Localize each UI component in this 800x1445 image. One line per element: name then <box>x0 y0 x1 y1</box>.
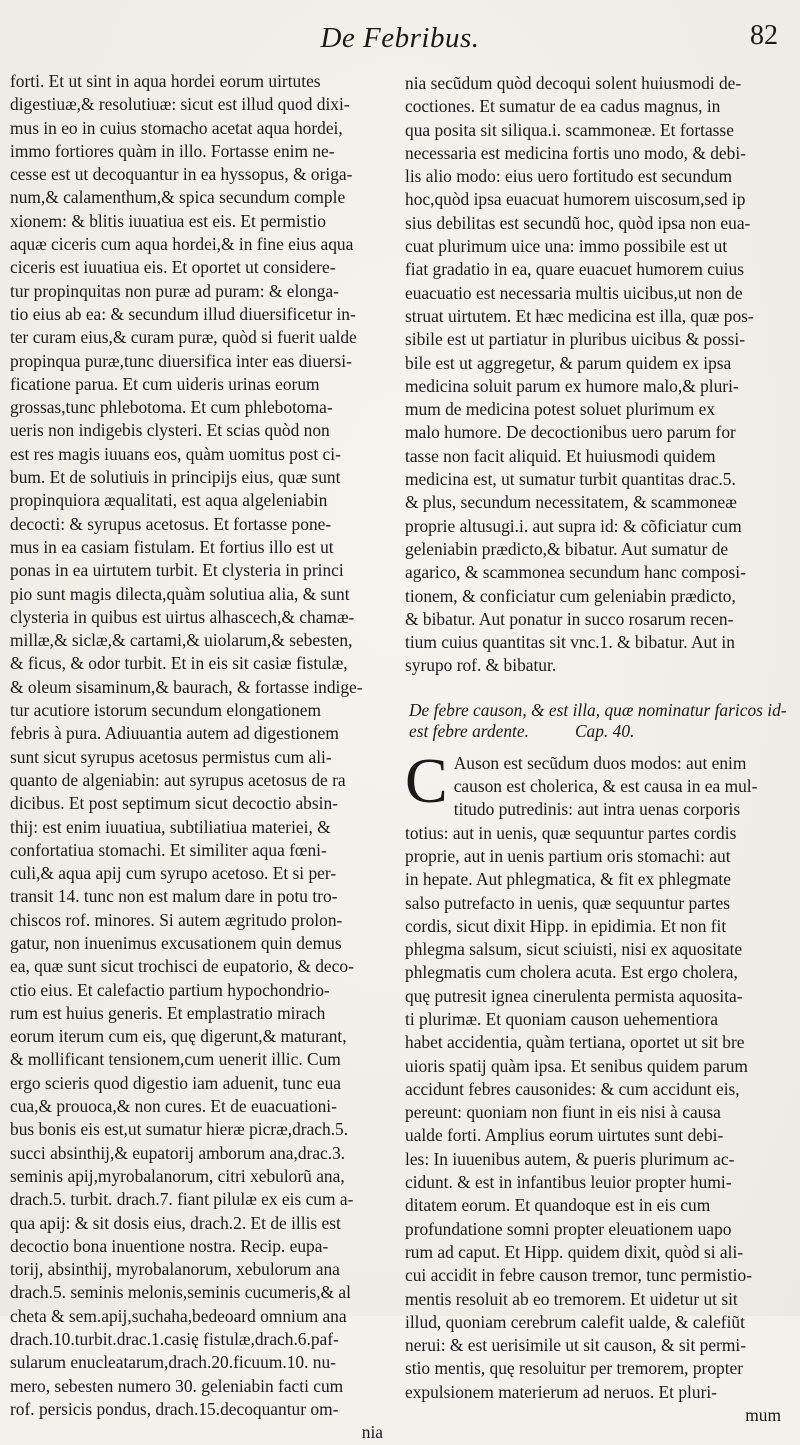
text-line: confortatiua stomachi. Et similiter aqua fœni- <box>10 839 327 860</box>
text-line: habet accidentia, quàm tertiana, oportet ut sit bre <box>405 1032 745 1053</box>
text-line: hoc,quòd ipsa euacuat humorem uiscosum,sed ip <box>405 189 746 210</box>
text-line: mum de medicina potest soluet plurimum ex <box>405 399 716 420</box>
text-line: tio eius ab ea: & secundum illud diuersificetur in- <box>10 303 356 324</box>
text-line: tur acutiore istorum secundum elongationem <box>10 700 322 721</box>
text-line: propinquiora æqualitati, est aqua algeleniabin <box>10 490 328 511</box>
text-line: pereunt: quoniam non fiunt in eis nisi à causa <box>405 1102 721 1123</box>
text-line: num,& calamenthum,& spica secundum comple <box>10 187 346 208</box>
text-line: medicina soluit parum ex humore malo,& pluri- <box>405 375 739 396</box>
text-line: gatur, non inuenimus excusationem quin demus <box>10 932 342 953</box>
text-line: tionem, & conficiatur cum geleniabin prædicto, <box>405 585 736 606</box>
text-line: coctiones. Et sumatur de ea cadus magnus, in <box>405 96 721 117</box>
text-line: millæ,& siclæ,& cartami,& uiolarum,& sebesten, <box>10 630 353 651</box>
text-line: ti plurimæ. Et quoniam causon uehementiora <box>405 1008 718 1029</box>
text-line: drach.5. seminis melonis,seminis cucumeris,& al <box>10 1282 351 1303</box>
text-line: propinqua puræ,tunc diuersifica inter eas diuersi- <box>10 350 352 371</box>
text-line: illud, quoniam cerebrum calefit ualde, & calefiũt <box>405 1311 745 1332</box>
text-line: phlegma salsum, sicut sciuisti, nisi ex aquositate <box>405 939 743 960</box>
text-line: ergo scieris quod digestio iam aduenit, tunc eua <box>10 1072 341 1093</box>
text-line: rof. persicis pondus, drach.15.decoquantur om- <box>10 1398 339 1419</box>
text-line: totius: aut in uenis, quæ sequuntur partes cordis <box>405 822 737 843</box>
text-line: lis alio modo: eius uero fortitudo est secundum <box>405 166 732 187</box>
text-line: bile est ut aggregetur, & parum quidem ex ipsa <box>405 352 732 373</box>
text-line: tium cuius quantitas sit vnc.1. & bibatur. Aut in <box>405 632 735 653</box>
text-line: clysteria in quibus est uirtus alhascech,& chamæ- <box>10 606 355 627</box>
text-line: xionem: & blitis iuuatiua est eis. Et permistio <box>10 210 326 231</box>
text-line: medicina est, ut sumatur turbit quantitas drac.5. <box>405 469 736 490</box>
text-line: sius debilitas est secundũ hoc, quòd ipsa non eua- <box>405 212 751 233</box>
text-line: rum est huius generis. Et emplastratio mirach <box>10 1002 326 1023</box>
text-line: euacuatio est necessaria multis uicibus,ut non de <box>405 282 743 303</box>
text-line: uioris spatij quàm ipsa. Et senibus quidem parum <box>405 1055 748 1076</box>
text-line: ciceris est iuuatiua eis. Et oportet ut considere- <box>10 257 336 278</box>
text-line: & bibatur. Aut ponatur in succo rosarum recen- <box>405 608 734 629</box>
right-column <box>405 72 787 1426</box>
text-line: struat uirtutem. Et hæc medicina est illa, quæ pos- <box>405 305 754 326</box>
text-line: est res magis iuuans eos, quàm uomitus post ci- <box>10 443 341 464</box>
chapter-heading-line: De febre causon, & est illa, quæ nominatur faricos id- <box>409 699 787 720</box>
text-line: pio sunt magis dilecta,quàm solutiua alia, & sunt <box>10 583 350 604</box>
text-line: seminis apij,myrobalanorum, citri xebulorũ ana, <box>10 1165 345 1186</box>
chapter-heading-line <box>409 721 781 742</box>
text-line: grossas,tunc phlebotoma. Et cum phlebotoma- <box>10 397 333 418</box>
text-line: torij, absinthij, myrobalanorum, xebulorum ana <box>10 1259 340 1280</box>
text-line: tur propinquitas non puræ ad puram: & elonga- <box>10 280 339 301</box>
text-line: ter curam eius,& curam puræ, quòd si fuerit ualde <box>10 327 357 348</box>
text-line: ueris non indigebis clysteri. Et scias quòd non <box>10 420 330 441</box>
text-line: forti. Et ut sint in aqua hordei eorum uirtutes <box>10 71 321 91</box>
text-line: agarico, & scammonea secundum hanc composi- <box>405 562 746 583</box>
text-line: transit 14. tunc non est malum dare in potu tro- <box>10 886 338 907</box>
left-column <box>10 70 383 1443</box>
page-number: 82 <box>750 20 778 51</box>
catchword: nia <box>361 1422 383 1443</box>
text-line: febris à pura. Adiuuantia autem ad digestionem <box>10 723 339 744</box>
text-line: sularum enucleatarum,drach.20.ficuum.10. nu- <box>10 1352 336 1373</box>
text-line: chiscos rof. minores. Si autem ægritudo prolon- <box>10 909 343 930</box>
text-line: titudo putredinis: aut intra uenas corporis <box>453 799 741 820</box>
text-line: les: In iuuenibus autem, & pueris plurimum ac- <box>405 1148 735 1169</box>
text-line: quanto de algeniabin: aut syrupus acetosus de ra <box>10 769 346 790</box>
text-line: causon est cholerica, & est causa in ea mul- <box>453 776 758 797</box>
text-line: nia secũdum quòd decoqui solent huiusmodi de- <box>405 73 742 93</box>
text-line: ficatione parua. Et cum uideris urinas eorum <box>10 373 320 394</box>
text-line: syrupo rof. & bibatur. <box>405 655 557 676</box>
text-line: succi absinthij,& eupatorij amborum ana,drac.3. <box>10 1142 346 1163</box>
text-line: & plus, secundum necessitatem, & scammoneæ <box>405 492 737 513</box>
text-line: aquæ ciceris cum aqua hordei,& in fine eius aqua <box>10 234 354 255</box>
text-line: drach.5. turbit. drach.7. fiant pilulæ ex eis cum a- <box>10 1189 354 1210</box>
text-line: ponas in ea uirtutem turbit. Et clysteria in princi <box>10 560 344 581</box>
text-line: cuat plurimum uice una: immo possibile est ut <box>405 236 728 257</box>
text-line: Auson est secũdum duos modos: aut enim <box>453 752 747 773</box>
text-line: ea, quæ sunt sicut trochisci de eupatorio, & deco- <box>10 956 354 977</box>
text-line: bum. Et de solutiuis in principijs eius, quæ sunt <box>10 467 341 488</box>
text-line: bus bonis eis est,ut sumatur hieræ picræ,drach.5. <box>10 1119 349 1140</box>
text-line: expulsionem materierum ad neruos. Et pluri- <box>405 1381 717 1402</box>
text-line: thij: est enim iuuatiua, subtiliatiua materiei, & <box>10 816 331 837</box>
text-line: ditatem eorum. Et quandoque est in eis cum <box>405 1195 711 1216</box>
text-line: ctio eius. Et calefactio partium hypochondrio- <box>10 979 330 1000</box>
text-line: accidunt febres causonides: & cum accidunt eis, <box>405 1078 740 1099</box>
text-line: cesse est ut decoquantur in ea hyssopus, & origa- <box>10 164 353 185</box>
text-line: cui accidit in febre causon tremor, tunc permistio- <box>405 1265 752 1286</box>
text-line: culi,& aqua apij cum syrupo acetoso. Et si per- <box>10 863 337 884</box>
catchword: mum <box>745 1405 781 1426</box>
text-line: necessaria est medicina fortis uno modo, & debi- <box>405 142 746 163</box>
text-line: quę putresit ignea cinerulenta permista aquosita- <box>405 985 743 1006</box>
text-line: profundatione somni propter eleuationem uapo <box>405 1218 732 1239</box>
right-column-top-text <box>405 72 781 678</box>
text-line: mentis resoluit ab eo tremorem. Et uidetur ut sit <box>405 1288 738 1309</box>
text-line: cua,& prouoca,& non cures. Et de euacuationi- <box>10 1096 337 1117</box>
chapter-heading-text: est febre ardente. <box>409 720 529 741</box>
text-line: digestiuæ,& resolutiuæ: sicut est illud quod dixi- <box>10 94 350 115</box>
text-line: eorum iterum cum eis, quę digerunt,& maturant, <box>10 1026 347 1047</box>
text-line: mus in ea casiam fistulam. Et fortius illo est ut <box>10 536 334 557</box>
text-line: decoctio bona inuentione nostra. Recip. eupa- <box>10 1235 329 1256</box>
text-line: sibile est ut partiatur in pluribus uicibus & possi- <box>405 329 746 350</box>
text-line: sunt sicut syrupus acetosus permistus cum ali- <box>10 746 332 767</box>
text-line: ualde forti. Amplius eorum uirtutes sunt debi- <box>405 1125 724 1146</box>
text-line: & ficus, & odor turbit. Et in eis sit casiæ fistulæ, <box>10 653 348 674</box>
text-line: cordis, sicut dixit Hipp. in epidimia. Et non fit <box>405 915 727 936</box>
text-line: proprie, aut in uenis partium oris stomachi: aut <box>405 845 731 866</box>
text-line: geleniabin prædicto,& bibatur. Aut sumatur de <box>405 538 729 559</box>
text-line: stio mentis, quę resoluitur per tremorem, propter <box>405 1358 744 1379</box>
text-line: fiat gradatio in ea, quare euacuet humorem cuius <box>405 259 744 280</box>
drop-cap: C <box>405 744 448 816</box>
text-line: & oleum sisaminum,& baurach, & fortasse indige- <box>10 676 363 697</box>
running-title: De Febribus. <box>320 22 480 54</box>
text-line: drach.10.turbit.drac.1.casię fistulæ,drach.6.paf- <box>10 1329 339 1350</box>
text-line: nerui: & est uerisimile ut sit causon, & sit permi- <box>405 1335 746 1356</box>
text-line: decocti: & syrupus acetosus. Et fortasse pone- <box>10 513 332 534</box>
chapter-number: Cap. 40. <box>574 720 635 741</box>
chapter-heading <box>405 699 787 742</box>
text-line: mus in eo in cuius stomacho acetat aqua hordei, <box>10 117 343 138</box>
text-line: tasse non facit aliquid. Et huiusmodi quidem <box>405 445 716 466</box>
text-line: cidunt. & est in infantibus leuior propter humi- <box>405 1172 732 1193</box>
text-line: qua apij: & sit dosis eius, drach.2. Et de illis est <box>10 1212 341 1233</box>
text-line: & mollificant tensionem,cum uenerit illic. Cum <box>10 1049 341 1070</box>
text-line: cheta & sem.apij,suchaha,bedeoard omnium ana <box>10 1305 347 1326</box>
running-head <box>0 0 800 64</box>
text-line: phlegmatis cum cholera acuta. Est ergo cholera, <box>405 962 738 983</box>
text-line: proprie altusugi.i. aut supra id: & cõficiatur cum <box>405 515 742 536</box>
text-line: rum ad caput. Et Hipp. quidem dixit, quòd si ali- <box>405 1241 744 1262</box>
chapter-text <box>405 744 781 1428</box>
text-line: immo fortiores quàm in illo. Fortasse enim ne- <box>10 140 335 161</box>
text-line: qua posita sit siliqua.i. scammoneæ. Et fortasse <box>405 119 734 140</box>
text-line: mero, sebesten numero 30. geleniabin facti cum <box>10 1375 344 1396</box>
text-line: in hepate. Aut phlegmatica, & fit ex phlegmate <box>405 869 731 890</box>
text-line: malo humore. De decoctionibus uero parum for <box>405 422 736 443</box>
text-line: dicibus. Et post septimum sicut decoctio absin- <box>10 793 338 814</box>
text-line: salso putrefacto in uenis, quæ sequuntur partes <box>405 892 731 913</box>
